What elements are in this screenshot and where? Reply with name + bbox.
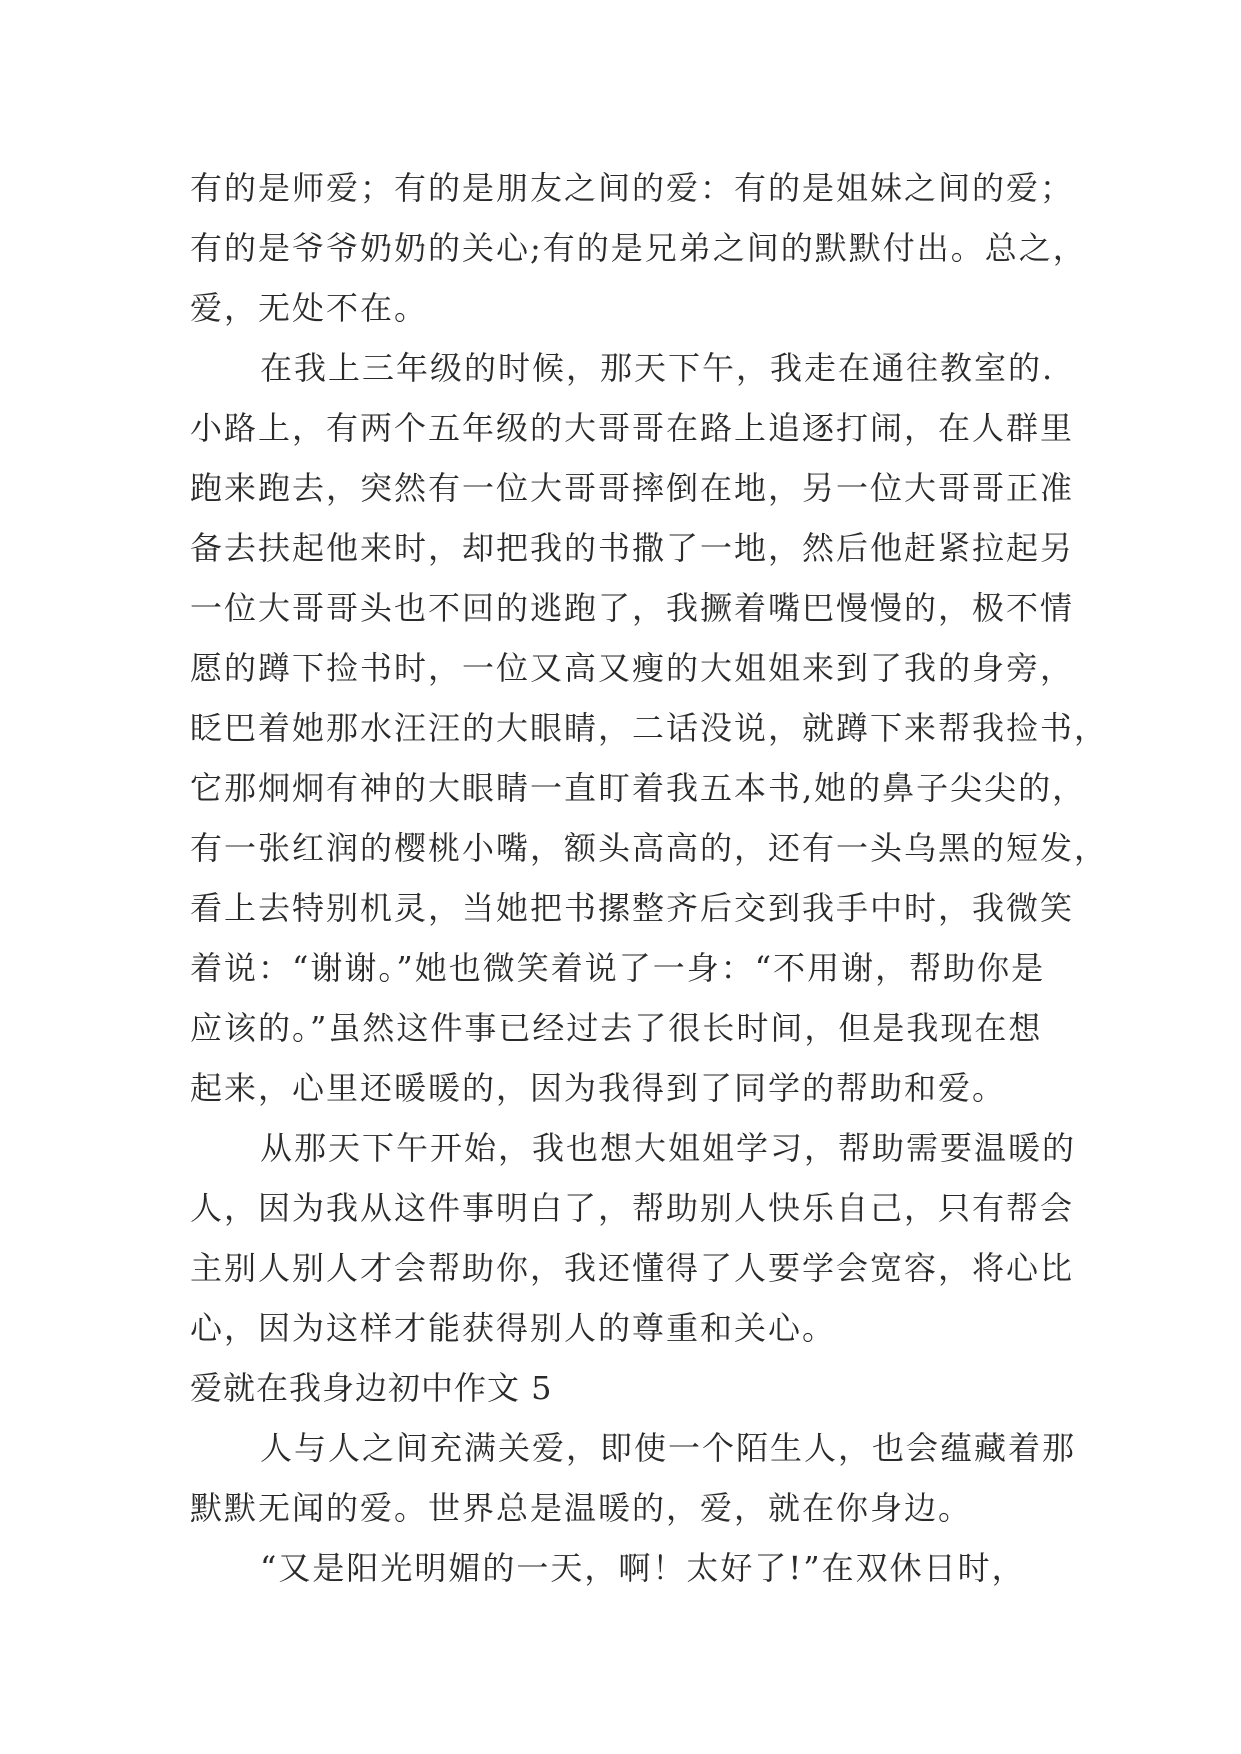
text-line: 着说：“谢谢。”她也微笑着说了一身：“不用谢，帮助你是	[190, 949, 1046, 987]
text-line: 人与人之间充满关爱，即使一个陌生人，也会蕴藏着那	[260, 1429, 1077, 1467]
text-line: 眨巴着她那水汪汪的大眼睛，二话没说，就蹲下来帮我捡书，	[190, 709, 1109, 747]
text-line: 有的是师爱；有的是朋友之间的爱：有的是姐妹之间的爱；	[190, 169, 1075, 207]
essay-body	[190, 158, 1109, 1598]
text-line: 应该的。”虽然这件事已经过去了很长时间，但是我现在想	[190, 1009, 1043, 1047]
text-line: 主别人别人才会帮助你，我还懂得了人要学会宽容，将心比	[190, 1249, 1075, 1287]
text-line: 备去扶起他来时，却把我的书撒了一地，然后他赶紧拉起另	[190, 529, 1075, 567]
text-line: 愿的蹲下捡书时，一位又高又瘦的大姐姐来到了我的身旁，	[190, 649, 1075, 687]
text-line: 心，因为这样才能获得别人的尊重和关心。	[190, 1309, 837, 1347]
text-line: 跑来跑去，突然有一位大哥哥摔倒在地，另一位大哥哥正准	[190, 469, 1075, 507]
text-line: 一位大哥哥头也不回的逃跑了，我撅着嘴巴慢慢的，极不情	[190, 589, 1075, 627]
text-line: “又是阳光明媚的一天，啊！太好了!”在双休日时，	[260, 1549, 1026, 1587]
paragraph-1	[190, 158, 1087, 338]
text-line: 有一张红润的樱桃小嘴，额头高高的，还有一头乌黑的短发，	[190, 829, 1109, 867]
text-line: 从那天下午开始，我也想大姐姐学习，帮助需要温暖的	[260, 1129, 1077, 1167]
text-line: 在我上三年级的时候，那天下午，我走在通往教室的.	[260, 349, 1055, 387]
paragraph-5	[190, 1538, 1070, 1598]
text-line: 默默无闻的爱。世界总是温暖的，爱，就在你身边。	[190, 1489, 973, 1527]
paragraph-2	[190, 338, 1109, 1118]
essay-heading: 爱就在我身边初中作文 5	[190, 1369, 553, 1407]
text-line: 起来，心里还暖暖的，因为我得到了同学的帮助和爱。	[190, 1069, 1007, 1107]
text-line: 爱，无处不在。	[190, 289, 429, 327]
text-line: 小路上，有两个五年级的大哥哥在路上追逐打闹，在人群里	[190, 409, 1075, 447]
paragraph-3	[190, 1118, 1077, 1358]
paragraph-4	[190, 1418, 1077, 1538]
text-line: 看上去特别机灵，当她把书摞整齐后交到我手中时，我微笑	[190, 889, 1075, 927]
text-line: 人，因为我从这件事明白了，帮助别人快乐自己，只有帮会	[190, 1189, 1075, 1227]
text-line: 有的是爷爷奶奶的关心;有的是兄弟之间的默默付出。总之，	[190, 229, 1087, 267]
text-line: 它那炯炯有神的大眼睛一直盯着我五本书,她的鼻子尖尖的，	[190, 769, 1087, 807]
